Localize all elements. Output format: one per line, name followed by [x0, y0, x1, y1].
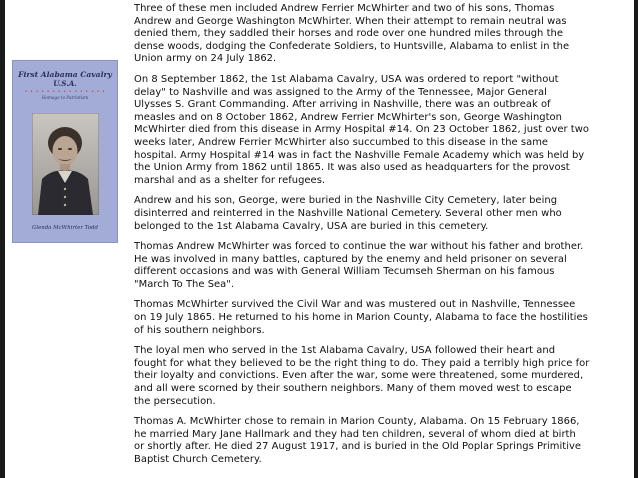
left-frame-border: [0, 0, 5, 478]
article-paragraph: Three of these men included Andrew Ferrier McWhirter and two of his sons, Thomas Andrew and George Washington McWhirter. When their attempt to remain neutral was denied them, they saddled their horses and rode over one hundred miles through the dense woods, dodging the Confederate Soldiers, to Huntsville, Alabama to enlist in the Union army on 24 July 1862.: [134, 3, 570, 65]
article-paragraph: Thomas Andrew McWhirter was forced to continue the war without his father and brother. He was involved in many battles, captured by the enemy and held prisoner on several different occasions and was with General William Tecumseh Sherman on his famous "March To The Sea".: [134, 241, 584, 290]
article-paragraph: The loyal men who served in the 1st Alabama Cavalry, USA followed their heart and fought for what they believed to be the right thing to do. They paid a terribly high price for their loyalty and convictions. Even after the war, some were threatened, some murdered, and all were scorned by their southern neighbors. Many of them moved west to escape the persecution.: [134, 345, 590, 407]
book-cover-tagline: Homage to Patriotism: [41, 95, 89, 100]
article-paragraph: Andrew and his son, George, were buried in the Nashville City Cemetery, later being disinterred and reinterred in the Nashville National Cemetery. Several other men who belonged to the 1st Alabama Cavalry, USA are buried in this cemetery.: [134, 195, 562, 232]
article-paragraph: On 8 September 1862, the 1st Alabama Cavalry, USA was ordered to report "without delay" to Nashville and was assigned to the Army of the Tennessee, Major General Ulysses S. Grant Commanding. After arriving in Nashville, there was an outbreak of measles and on 8 October 1862, Andrew Ferrier McWhirter's son, George Washington McWhirter died from this disease in Army Hospital #14. On 23 October 1862, just over two weeks later, Andrew Ferrier McWhirter also succumbed to this disease in the same hospital. Army Hospital #14 was in fact the Nashville Female Academy which was held by the Union Army from 1862 until 1865. It was also used as headquarters for the provost marshal and as a shelter for refugees.: [134, 73, 590, 186]
right-frame-border: [634, 0, 638, 478]
article-paragraph: Thomas A. McWhirter chose to remain in Marion County, Alabama. On 15 February 1866, he married Mary Jane Hallmark and they had ten children, several of whom died at birth or shortly after. He died 27 August 1917, and is buried in the Old Poplar Springs Primitive Baptist Church Cemetery.: [134, 416, 582, 465]
article-paragraph: Thomas McWhirter survived the Civil War and was mustered out in Nashville, Tennessee on 19 July 1865. He returned to his home in Marion County, Alabama to face the hostilities of his southern neighbors.: [134, 299, 588, 336]
book-cover-title: First Alabama Cavalry: [18, 70, 112, 79]
book-cover-decorative-dots: • • • • • • • • • • • • • • •: [24, 89, 106, 95]
book-cover-image: [12, 60, 118, 243]
book-cover-author: Glenda McWhirter Todd: [32, 225, 98, 231]
article-body: [134, 3, 634, 475]
soldier-portrait-photo: [32, 113, 99, 215]
book-cover-subtitle: U.S.A.: [53, 79, 77, 88]
